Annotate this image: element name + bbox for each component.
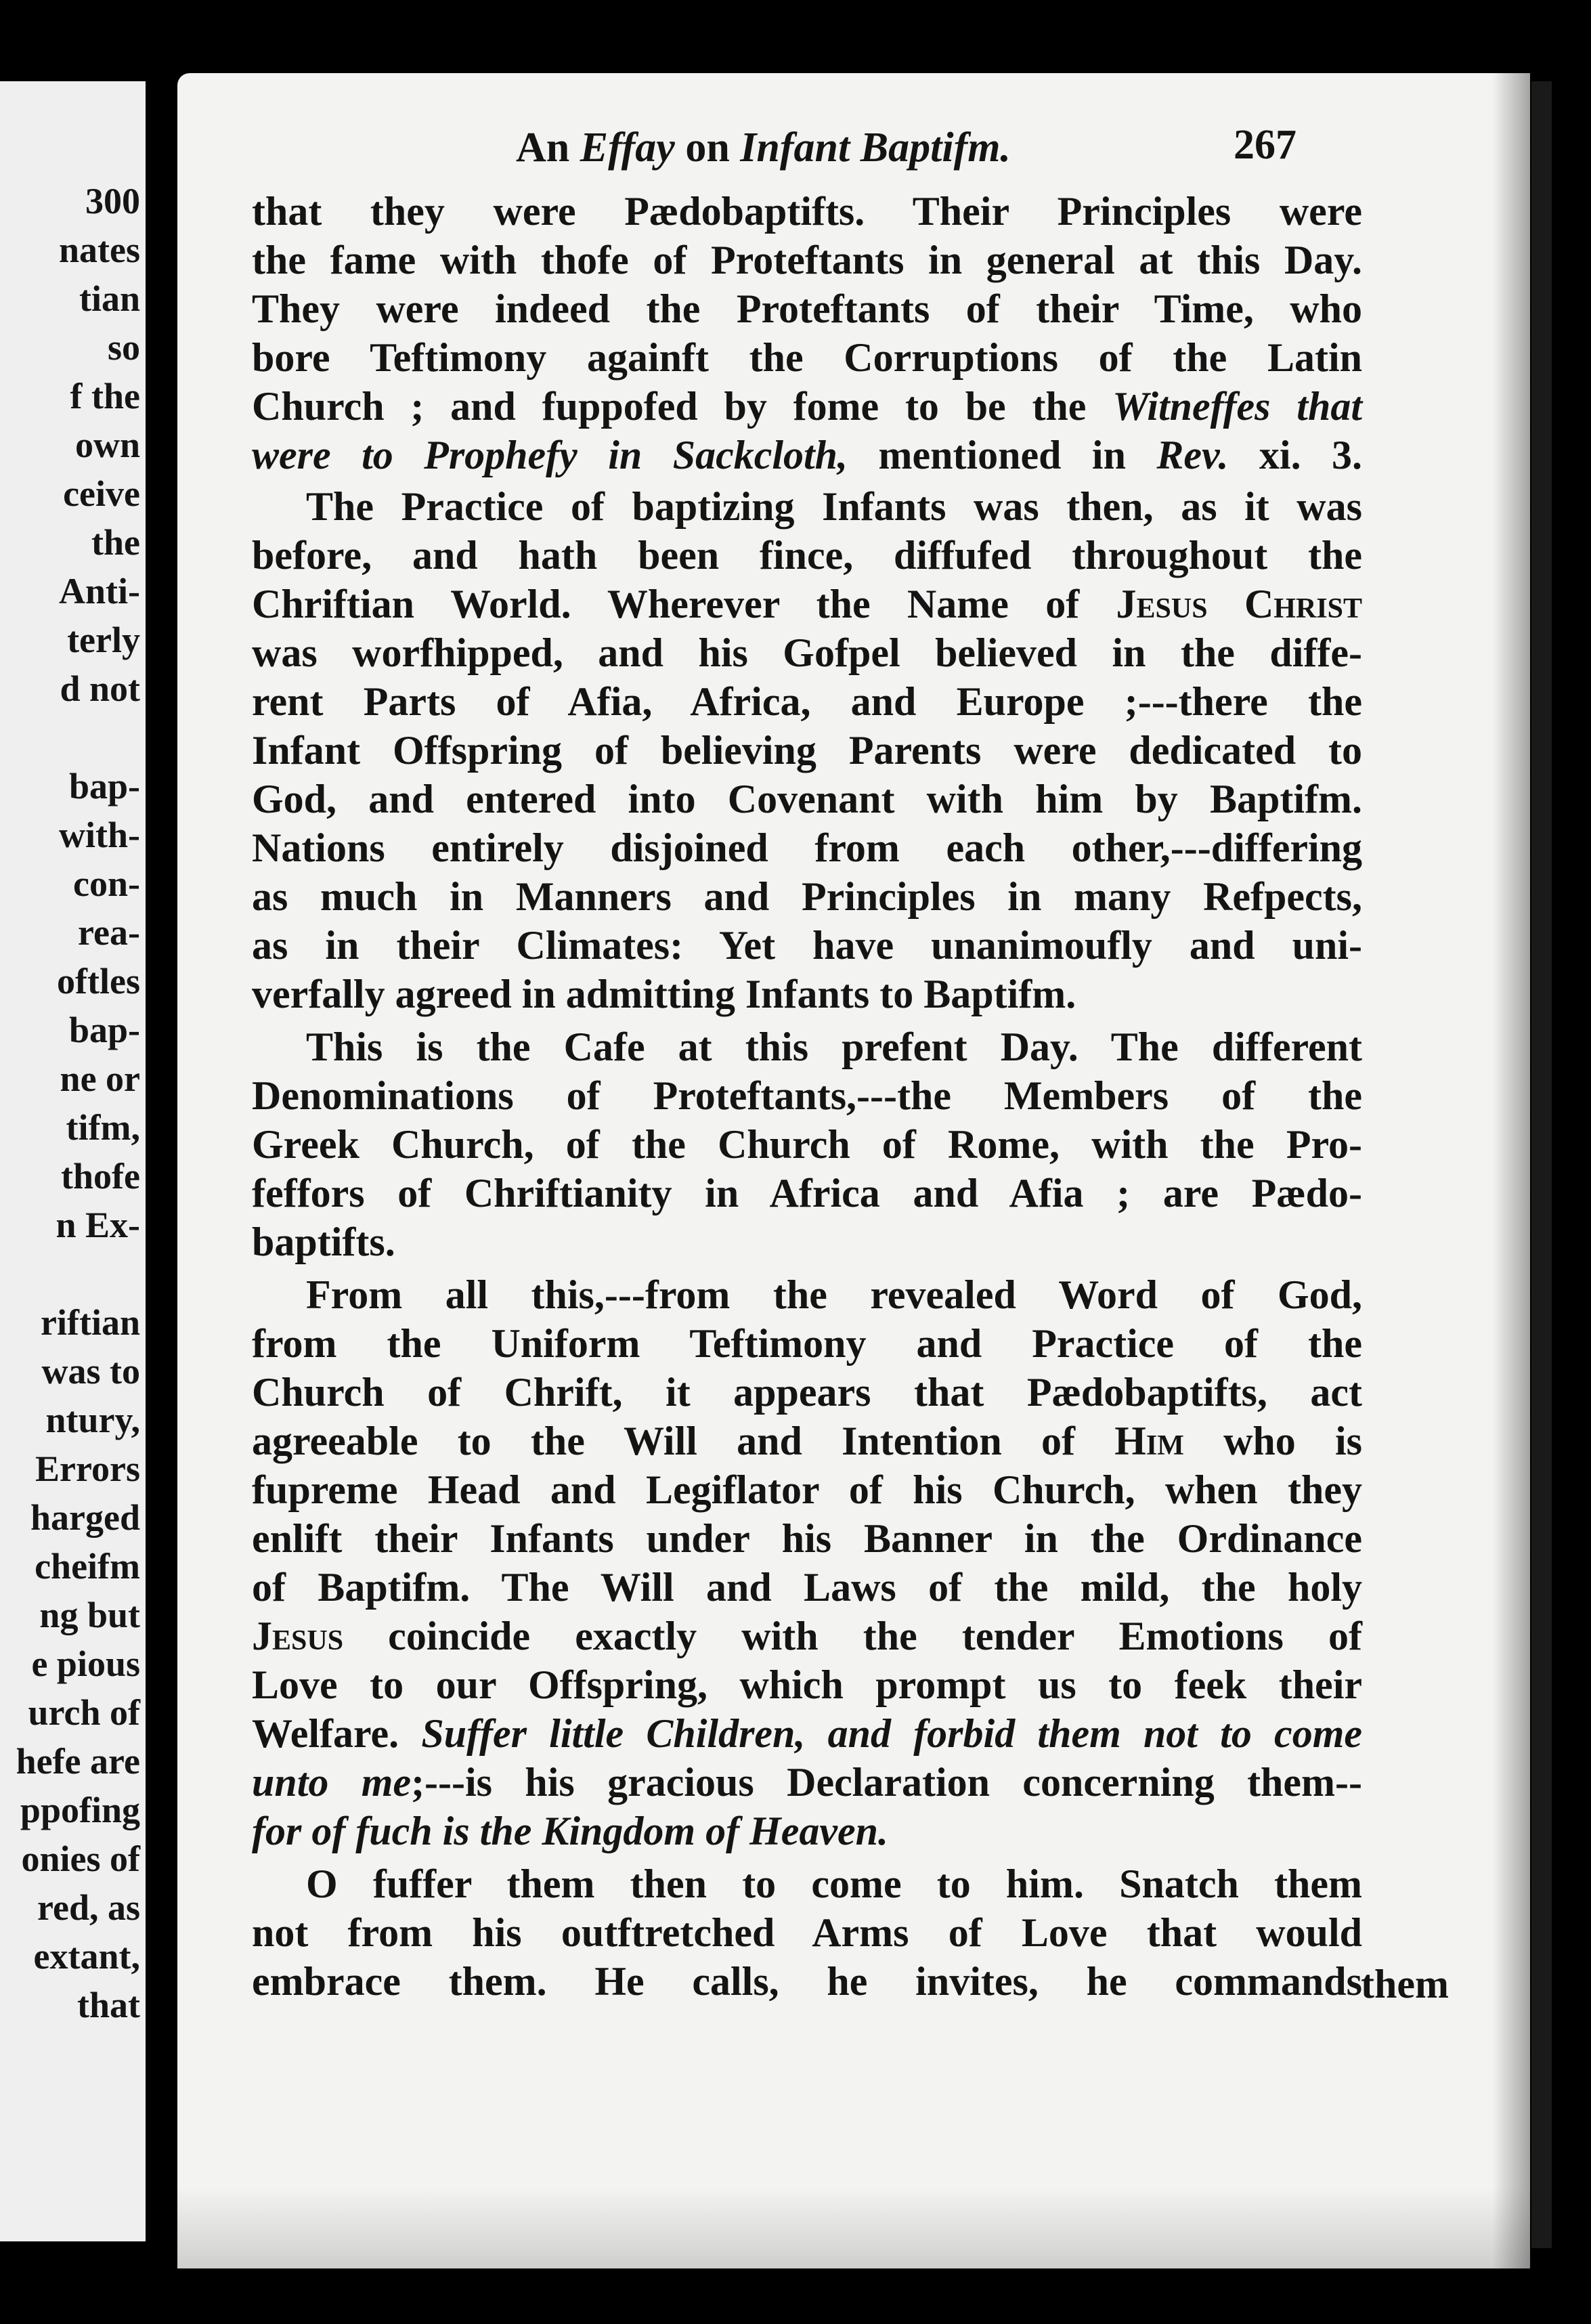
text-line: before, and hath been fince, diffufed throughout the <box>252 533 1362 578</box>
book-page <box>177 73 1530 2268</box>
fragment-line: onies of <box>21 1838 140 1879</box>
text-line: for of fuch is the Kingdom of Heaven. <box>252 1809 888 1853</box>
text-line: The Practice of baptizing Infants was then, as it was <box>306 484 1362 529</box>
fragment-line: e pious <box>31 1643 140 1684</box>
fragment-line: terly <box>67 620 140 660</box>
fragment-line: nates <box>59 230 140 270</box>
fragment-line: ntury, <box>45 1400 140 1440</box>
fragment-line: tian <box>79 278 140 319</box>
text-line: unto me;---is his gracious Declaration concerning them-- <box>252 1760 1362 1805</box>
text-line: O fuffer them then to come to him. Snatch them <box>306 1862 1362 1906</box>
fragment-line: ceive <box>63 473 140 514</box>
page-bottom-shadow <box>177 2187 1530 2268</box>
text-line: Jesus coincide exactly with the tender Emotions of <box>252 1614 1362 1658</box>
text-line: Love to our Offspring, which prompt us to feek their <box>252 1662 1362 1707</box>
fragment-line: red, as <box>37 1887 140 1928</box>
text-line: not from his outftretched Arms of Love that would <box>252 1910 1362 1955</box>
text-line: Chriftian World. Wherever the Name of Jesus Christ <box>252 582 1363 626</box>
fragment-line: tifm, <box>66 1107 140 1148</box>
fragment-line: f the <box>70 376 140 416</box>
text-line: Denominations of Proteftants,---the Members of the <box>252 1073 1362 1118</box>
page-number: 267 <box>1234 122 1296 168</box>
text-line: as much in Manners and Principles in many Refpects, <box>252 874 1362 919</box>
running-title <box>516 124 1011 172</box>
text-line: From all this,---from the revealed Word of God, <box>306 1272 1362 1317</box>
fragment-line: with- <box>59 815 140 855</box>
text-line: that they were Pædobaptifts. Their Principles were <box>252 189 1362 234</box>
fragment-line: Errors <box>35 1448 140 1489</box>
fragment-line: con- <box>73 863 140 904</box>
text-line: were to Prophefy in Sackcloth, mentioned in Rev. xi. 3. <box>252 433 1363 477</box>
fragment-line: the <box>91 522 140 563</box>
fragment-line: that <box>77 1985 140 2025</box>
title-subject: Infant Baptifm. <box>740 125 1011 171</box>
fragment-line: thofe <box>61 1156 140 1197</box>
fragment-line: own <box>74 425 140 465</box>
text-line: baptifts. <box>252 1220 395 1264</box>
facing-page-fragment <box>0 81 146 2241</box>
title-mid: on <box>674 125 741 171</box>
book-gutter <box>146 0 176 2324</box>
fragment-line: ng but <box>39 1595 140 1635</box>
text-line: of Baptifm. The Will and Laws of the mild, the holy <box>252 1565 1362 1610</box>
text-line: Welfare. Suffer little Children, and forbid them not to come <box>252 1711 1362 1756</box>
fragment-line: riftian <box>41 1302 140 1343</box>
fragment-line: bap- <box>68 766 140 806</box>
fragment-line: cheifm <box>35 1546 140 1587</box>
text-line: Church ; and fuppofed by fome to be the Witneffes that <box>252 384 1362 429</box>
text-line: This is the Cafe at this prefent Day. The different <box>306 1025 1362 1069</box>
text-line: from the Uniform Teftimony and Practice of the <box>252 1321 1362 1366</box>
fragment-line: d not <box>60 668 140 709</box>
fragment-line: oftles <box>57 961 140 1002</box>
text-line: verfally agreed in admitting Infants to Baptifm. <box>252 972 1076 1016</box>
page-edge-shadow <box>1492 73 1530 2268</box>
fragment-line: rea- <box>78 912 140 953</box>
text-line: God, and entered into Covenant with him by Baptifm. <box>252 777 1362 821</box>
title-essay: Effay <box>580 125 675 171</box>
catchword: them <box>1361 1962 1449 2006</box>
fragment-line: Anti- <box>59 571 140 611</box>
fragment-line: was to <box>41 1351 140 1392</box>
text-line: bore Teftimony againft the Corruptions of the Latin <box>252 335 1362 380</box>
text-line: Nations entirely disjoined from each other,---differing <box>252 825 1362 870</box>
fragment-line: ne or <box>60 1058 140 1099</box>
fragment-line: bap- <box>68 1010 140 1050</box>
text-line: They were indeed the Proteftants of their Time, who <box>252 286 1362 331</box>
text-line: rent Parts of Afia, Africa, and Europe ;---there the <box>252 679 1362 724</box>
fragment-line: so <box>107 327 140 368</box>
text-line: agreeable to the Will and Intention of Him who is <box>252 1419 1363 1463</box>
fragment-line: n Ex- <box>56 1205 140 1245</box>
fragment-line: hefe are <box>16 1741 140 1782</box>
text-line: Infant Offspring of believing Parents were dedicated to <box>252 728 1362 773</box>
text-line: fupreme Head and Legiflator of his Church, when they <box>252 1467 1362 1512</box>
page-edge-strip <box>1531 81 1552 2248</box>
fragment-line: extant, <box>33 1936 140 1977</box>
text-line: Church of Chrift, it appears that Pædobaptifts, act <box>252 1370 1362 1415</box>
title-prefix: An <box>516 125 580 171</box>
text-line: the fame with thofe of Proteftants in general at this Day. <box>252 238 1362 282</box>
fragment-line: 300 <box>85 181 140 221</box>
fragment-line: ppofing <box>20 1790 140 1830</box>
running-header <box>177 124 1530 171</box>
text-line: Greek Church, of the Church of Rome, with the Pro- <box>252 1122 1362 1167</box>
text-line: feffors of Chriftianity in Africa and Afia ; are Pædo- <box>252 1171 1362 1215</box>
fragment-line: harged <box>30 1497 140 1538</box>
text-line: embrace them. He calls, he invites, he commands <box>252 1959 1362 2004</box>
text-line: as in their Climates: Yet have unanimoufly and uni- <box>252 923 1362 968</box>
fragment-line: urch of <box>28 1692 140 1733</box>
text-line: enlift their Infants under his Banner in the Ordinance <box>252 1516 1362 1561</box>
text-line: was worfhipped, and his Gofpel believed in the diffe- <box>252 630 1362 675</box>
